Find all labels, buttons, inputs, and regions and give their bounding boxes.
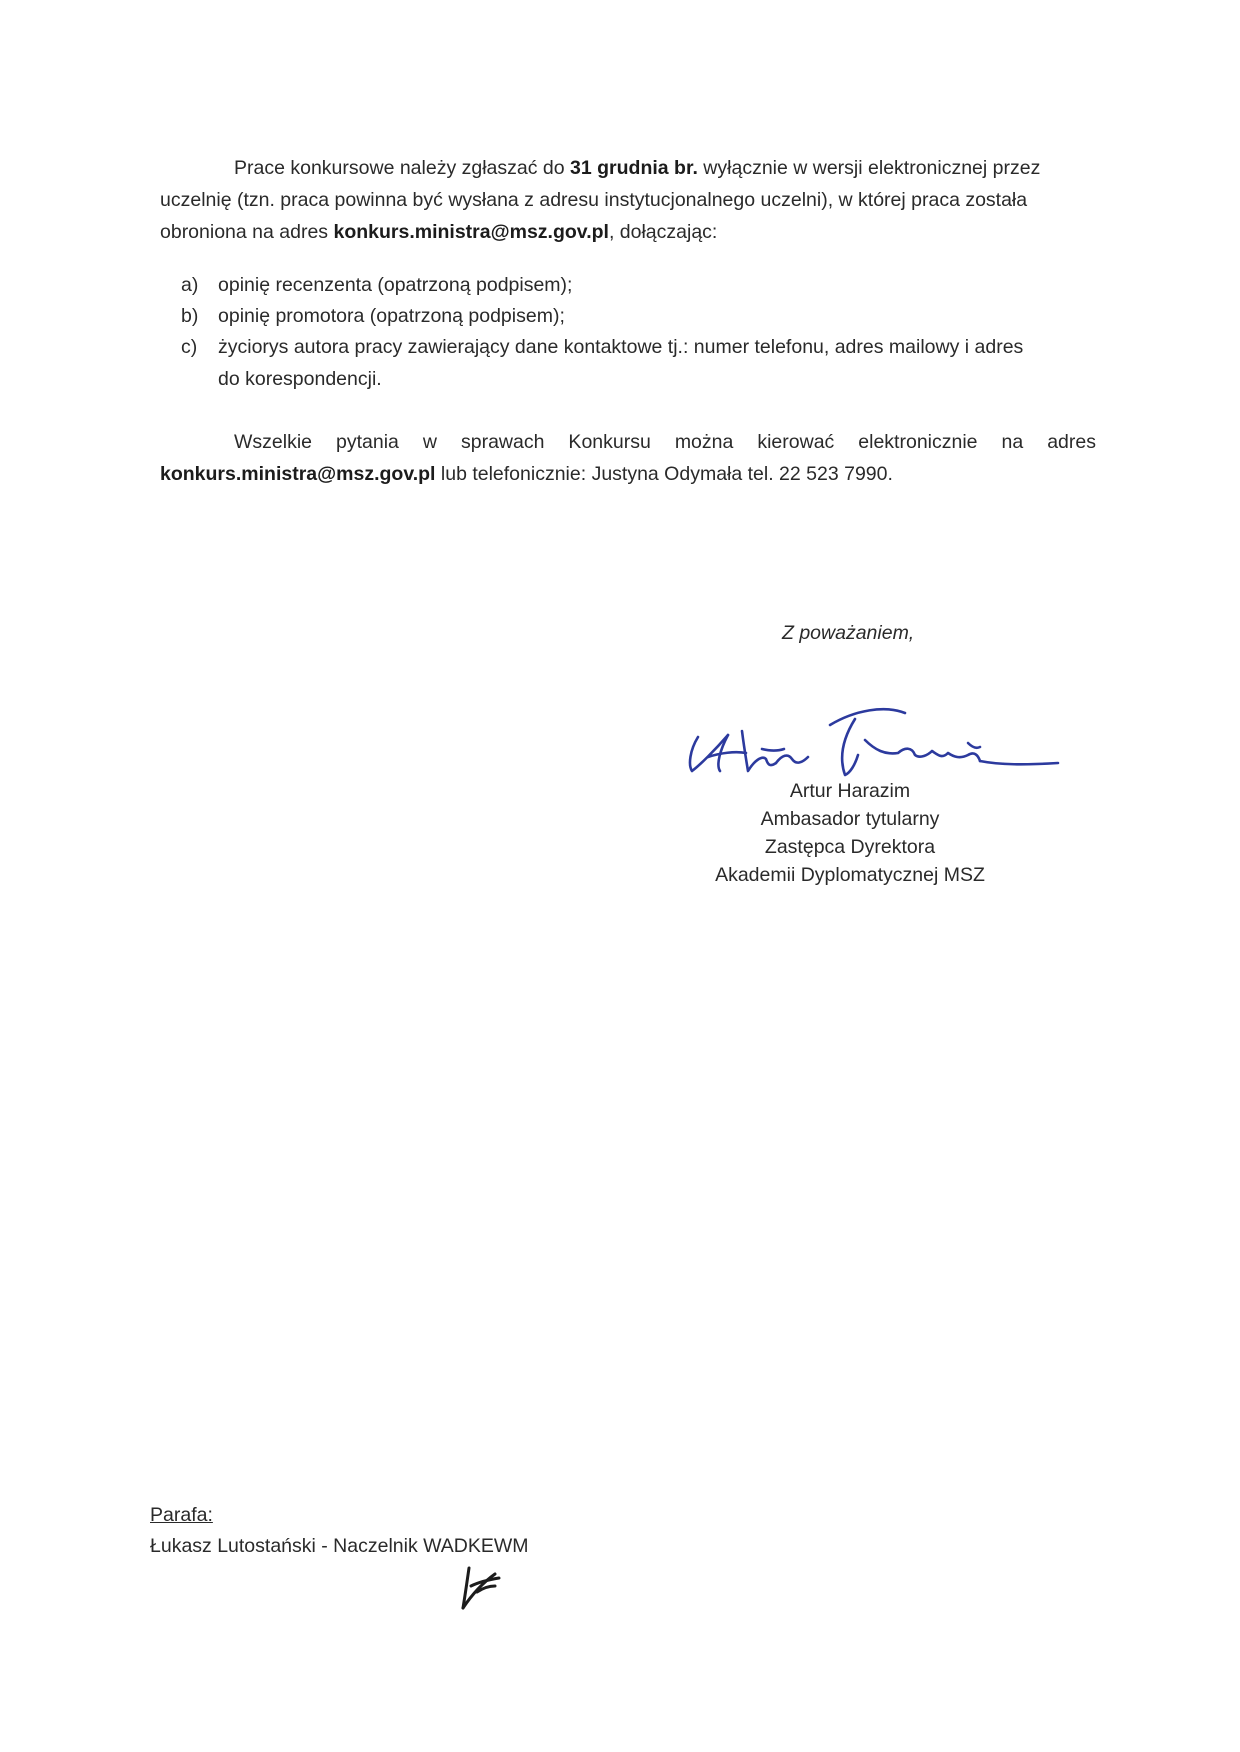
paragraph1-text: , dołączając: — [608, 221, 718, 243]
list-item-text: życiorys autora pracy zawierający dane kontaktowe tj.: numer telefonu, adres mailowy i adres — [218, 336, 1024, 358]
contest-email: konkurs.ministra@msz.gov.pl — [333, 221, 609, 243]
contest-email: konkurs.ministra@msz.gov.pl — [160, 463, 436, 485]
signatory-name: Artur Harazim — [789, 780, 911, 802]
contact-info: lub telefonicznie: Justyna Odymała tel. 22 523 7990. — [435, 463, 893, 485]
list-item-text: opinię promotora (opatrzoną podpisem); — [218, 305, 565, 327]
paragraph1-line2: uczelnię (tzn. praca powinna być wysłana z adresu instytucjonalnego uczelni), w której praca została — [160, 189, 1028, 211]
initials-mark — [455, 1562, 505, 1612]
list-item-label: a) — [181, 274, 199, 296]
list-item-text-continued: do korespondencji. — [218, 368, 382, 390]
paragraph1-line3 — [160, 219, 717, 245]
paragraph2-line1: Wszelkie pytania w sprawach Konkursu można kierować elektronicznie na adres — [234, 431, 1096, 453]
list-item-label: b) — [181, 305, 199, 327]
paragraph1-text: obroniona na adres — [160, 221, 334, 243]
parafa-person: Łukasz Lutostański - Naczelnik WADKEWM — [150, 1535, 529, 1557]
paragraph1-text: Prace konkursowe należy zgłaszać do — [234, 157, 571, 179]
paragraph2-line2 — [160, 461, 893, 487]
paragraph1-line1 — [234, 155, 1040, 181]
closing-salutation: Z poważaniem, — [782, 622, 915, 644]
deadline-date: 31 grudnia br. — [570, 157, 698, 179]
signatory-title: Akademii Dyplomatycznej MSZ — [715, 864, 985, 886]
parafa-label: Parafa: — [150, 1504, 213, 1526]
list-item-label: c) — [181, 336, 198, 358]
signature-image — [680, 695, 1080, 780]
paragraph1-text: wyłącznie w wersji elektronicznej przez — [697, 157, 1041, 179]
signatory-title: Zastępca Dyrektora — [764, 836, 936, 858]
signatory-title: Ambasador tytularny — [760, 808, 940, 830]
signatory-block — [680, 777, 1020, 889]
list-item-text: opinię recenzenta (opatrzoną podpisem); — [218, 274, 573, 296]
